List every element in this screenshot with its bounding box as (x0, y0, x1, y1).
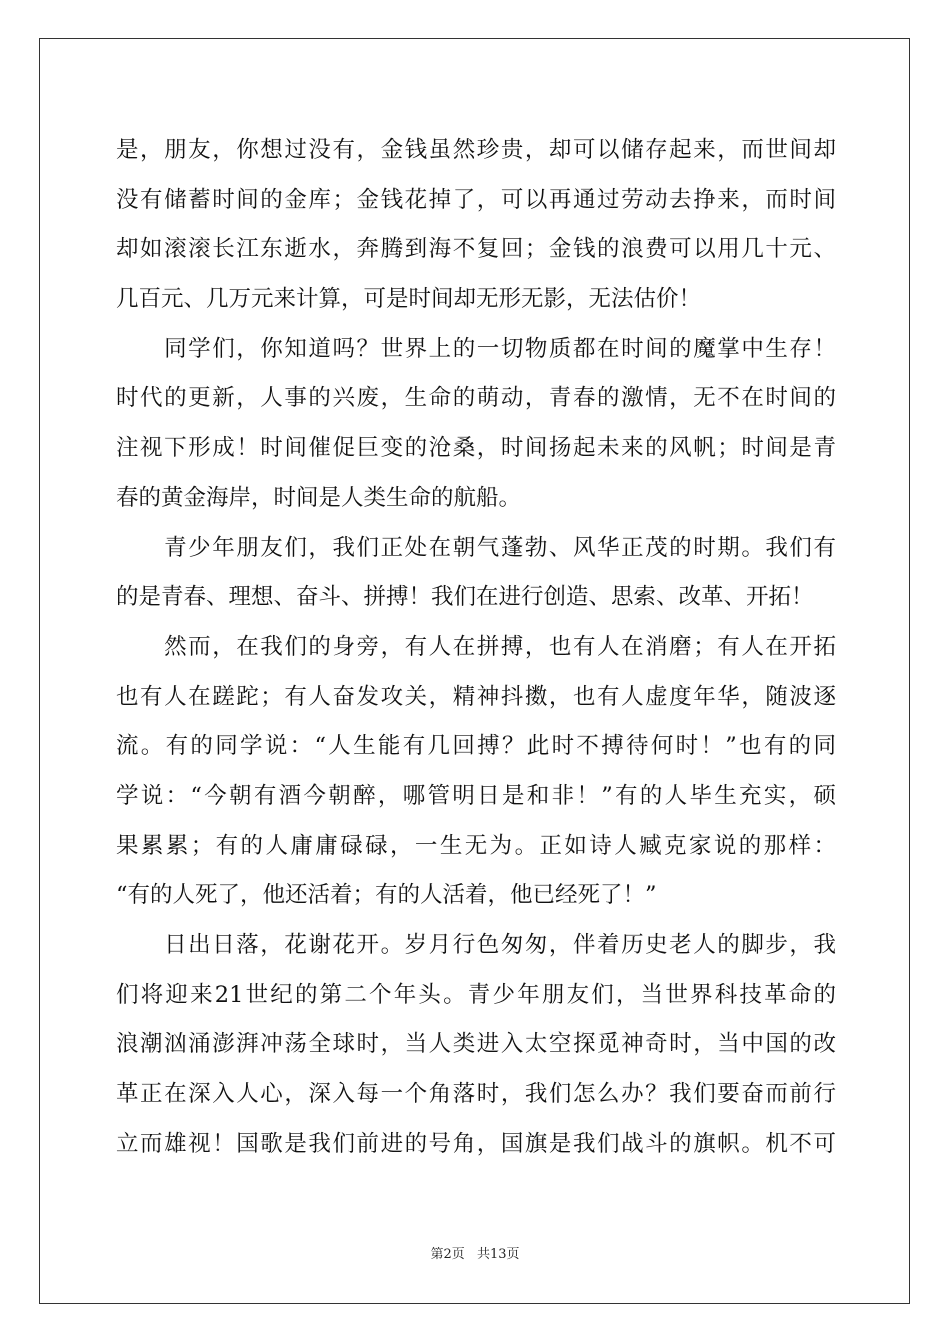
text-line: 立而雄视！国歌是我们前进的号角，国旗是我们战斗的旗帜。机不可 (116, 1130, 836, 1157)
text-line: 时代的更新，人事的兴废，生命的萌动，青春的激情，无不在时间的 (116, 385, 836, 412)
text-line: 流。有的同学说：“人生能有几回搏？此时不搏待何时！”也有的同 (116, 733, 836, 760)
text-line: 浪潮汹涌澎湃冲荡全球时，当人类进入太空探觅神奇时，当中国的改 (116, 1031, 836, 1058)
text-line: 却如滚滚长江东逝水，奔腾到海不复回；金钱的浪费可以用几十元、 (116, 236, 836, 263)
text-line: 果累累；有的人庸庸碌碌，一生无为。正如诗人臧克家说的那样： (116, 832, 836, 859)
text-line: 没有储蓄时间的金库；金钱花掉了，可以再通过劳动去挣来，而时间 (116, 186, 836, 213)
text-line: 几百元、几万元来计算，可是时间却无形无影，无法估价！ (116, 286, 702, 313)
page-footer (0, 1246, 950, 1264)
text-line: 注视下形成！时间催促巨变的沧桑，时间扬起未来的风帆；时间是青 (116, 435, 836, 462)
text-line: 也有人在蹉跎；有人奋发攻关，精神抖擞，也有人虚度年华，随波逐 (116, 683, 836, 710)
text-line: 然而，在我们的身旁，有人在拼搏，也有人在消磨；有人在开拓 (116, 633, 836, 660)
text-line: 的是青春、理想、奋斗、拼搏！我们在进行创造、思索、改革、开拓！ (116, 584, 814, 611)
text-line: “有的人死了，他还活着；有的人活着，他已经死了！” (116, 882, 657, 909)
text-line: 日出日落，花谢花开。岁月行色匆匆，伴着历史老人的脚步，我 (116, 932, 836, 958)
total-pages-label: 共13页 (476, 1247, 520, 1262)
text-line: 同学们，你知道吗？世界上的一切物质都在时间的魔掌中生存！ (116, 335, 836, 362)
text-line: 青少年朋友们，我们正处在朝气蓬勃、风华正茂的时期。我们有 (116, 534, 836, 561)
text-line: 革正在深入人心，深入每一个角落时，我们怎么办？我们要奋而前行 (116, 1081, 836, 1108)
text-line: 春的黄金海岸，时间是人类生命的航船。 (116, 484, 522, 511)
document-body (116, 126, 836, 1169)
current-page-label: 第2页 (430, 1247, 465, 1262)
text-line: 是，朋友，你想过没有，金钱虽然珍贵，却可以储存起来，而世间却 (116, 137, 836, 163)
text-line: 们将迎来21世纪的第二个年头。青少年朋友们，当世界科技革命的 (116, 981, 836, 1008)
text-line: 学说：“今朝有酒今朝醉，哪管明日是和非！”有的人毕生充实，硕 (116, 782, 836, 809)
